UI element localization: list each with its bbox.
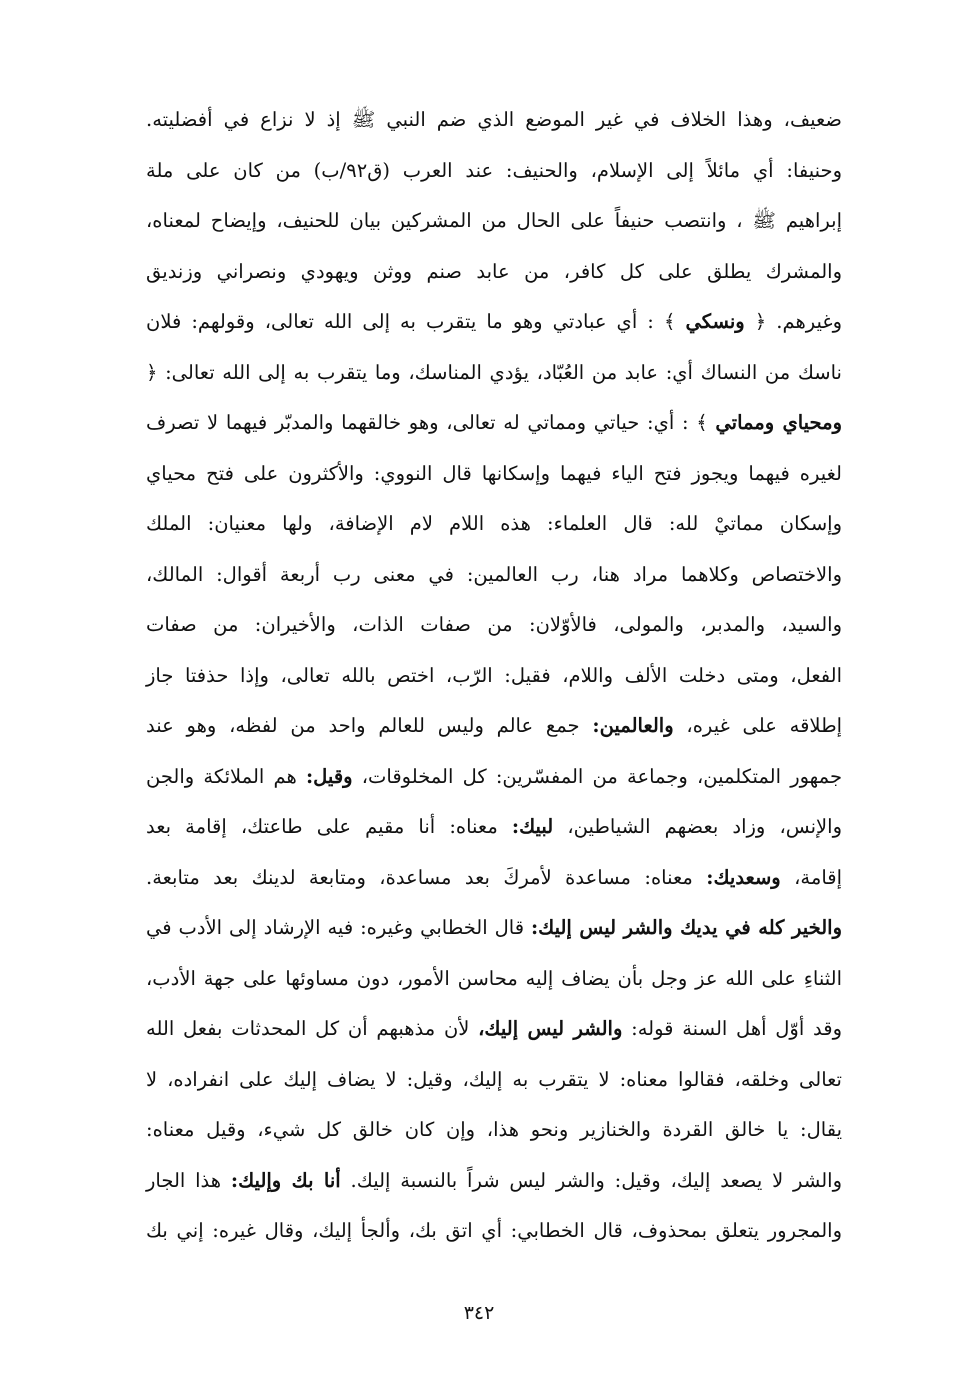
text-line bbox=[146, 757, 842, 808]
text-segment: وقد أوّل أهل السنة قوله: bbox=[622, 1017, 842, 1040]
text-segment: وحنيفا: أي مائلاً إلى الإسلام، والحنيف: عند العرب (ق٩٢/ب) من كان على ملة bbox=[146, 158, 842, 182]
text-segment: جمع عالم وليس للعالم واحد من لفظه، وهو عند bbox=[146, 714, 593, 737]
text-segment: إبراهيم ﷺ ، وانتصب حنيفاً على الحال من المشركين بيان للحنيف، وإيضاح لمعناه، bbox=[146, 209, 842, 232]
bold-term: لبيك: bbox=[511, 815, 554, 838]
text-line bbox=[146, 656, 842, 707]
text-segment: لأن مذهبهم أن كل المحدثات بفعل الله bbox=[146, 1017, 479, 1040]
text-segment: إطلاقه على غيره، bbox=[673, 714, 843, 737]
text-line bbox=[146, 1060, 842, 1111]
text-line bbox=[146, 504, 842, 555]
text-line bbox=[146, 302, 842, 353]
text-segment: والمشرك يطلق على كل كافر، من عابد صنم ووثن ويهودي ونصراني وزنديق bbox=[146, 259, 842, 283]
text-segment: ﴾ : أي: حياتي ومماتي له تعالى، وهو خالقهما والمدبّر فيهما لا تصرف bbox=[146, 411, 716, 434]
text-segment: هم الملائكة والجن bbox=[146, 764, 306, 788]
text-line bbox=[146, 1110, 842, 1161]
text-line bbox=[146, 353, 842, 404]
text-line bbox=[146, 706, 842, 757]
text-segment: وإسكان مماتيْ لله: قال العلماء: هذه اللام لام الإضافة، ولها معنيان: الملك bbox=[146, 512, 842, 535]
text-segment: والاختصاص وكلاهما مراد هنا، رب العالمين: في معنى رب أربعة أقوال: المالك، bbox=[146, 562, 842, 586]
text-segment: يقال: يا خالق القردة والخنازير ونحو هذا، وإن كان خالق كل شيء، وقيل معناه: bbox=[146, 1118, 842, 1141]
text-line bbox=[146, 1161, 842, 1212]
text-line bbox=[146, 1211, 842, 1262]
text-segment: قال الخطابي وغيره: فيه الإرشاد إلى الأدب في bbox=[146, 916, 531, 939]
bold-term: وقيل: bbox=[305, 764, 353, 788]
text-line bbox=[146, 454, 842, 505]
text-line bbox=[146, 807, 842, 858]
text-segment: جمهور المتكلمين، وجماعة من المفسّرين: كل المخلوقات، bbox=[352, 764, 843, 788]
bold-term: ونسكي bbox=[685, 310, 745, 333]
text-line bbox=[146, 201, 842, 252]
text-segment: والسيد، والمدبر، والمولى، فالأوّلان: من صفات الذات، والأخيران: من صفات bbox=[146, 613, 842, 636]
text-line bbox=[146, 151, 842, 202]
text-segment: والشر لا يصعد إليك، وقيل: والشر ليس شراً بالنسبة إليك. bbox=[340, 1168, 842, 1192]
text-line bbox=[146, 403, 842, 454]
bold-term: ومحياي ومماتي bbox=[715, 411, 842, 434]
text-segment: الثناءِ على الله عز وجل بأن يضاف إليه محاسن الأمور، دون مساوئها على جهة الأدب، bbox=[146, 966, 842, 990]
text-line bbox=[146, 252, 842, 303]
text-segment: والمجرور يتعلق بمحذوف، قال الخطابي: أي اتق بك، وألجأ إليك، وقال غيره: إني بك bbox=[146, 1219, 842, 1242]
text-segment: الفعل، ومتى دخلت الألف واللام، فقيل: الرّب، اختص بالله تعالى، وإذا حذفتا جاز bbox=[146, 663, 842, 687]
text-segment: معناه: مساعدة لأمركَ بعد مساعدة، ومتابعة لدينك بعد متابعة. bbox=[146, 865, 707, 889]
text-line bbox=[146, 555, 842, 606]
text-segment: والإنس، وزاد بعضهم الشياطين، bbox=[553, 815, 842, 838]
text-segment: ناسك من النساك أي: عابد من العُبّاد، يؤدي المناسك، وما يتقرب به إلى الله تعالى: ﴿ bbox=[146, 360, 842, 384]
bold-term: أنا بك وإليك: bbox=[230, 1168, 341, 1192]
text-segment: ضعيف، وهذا الخلاف في غير الموضع الذي ضم النبي ﷺ إذ لا نزاع في أفضليته. bbox=[146, 108, 842, 131]
text-line bbox=[146, 908, 842, 959]
bold-term: والخير كله في يديك والشر ليس إليك: bbox=[530, 916, 842, 939]
text-segment: ﴾ : أي عبادتي وهو ما يتقرب به إلى الله تعالى، وقولهم: فلان bbox=[146, 310, 686, 333]
page-number: ٣٤٢ bbox=[463, 1302, 495, 1324]
bold-term: والشر ليس إليك، bbox=[478, 1017, 623, 1040]
text-segment: وغيرهم. ﴿ bbox=[744, 310, 842, 333]
page-body bbox=[146, 100, 842, 1262]
bold-term: والعالمين: bbox=[592, 714, 674, 737]
text-segment: تعالى وخلقه، فقالوا معناه: لا يتقرب به إليك، وقيل: لا يضاف إليك على انفراده، لا bbox=[146, 1067, 842, 1091]
text-segment: لغيره فيهما ويجوز فتح الياء فيهما وإسكانها قال النووي: والأكثرون على فتح محياي bbox=[146, 461, 842, 485]
text-line bbox=[146, 100, 842, 151]
text-segment: هذا الجار bbox=[146, 1168, 231, 1192]
text-line bbox=[146, 1009, 842, 1060]
text-line bbox=[146, 858, 842, 909]
text-segment: إقامة، bbox=[780, 865, 843, 889]
text-line bbox=[146, 605, 842, 656]
bold-term: وسعديك: bbox=[706, 865, 781, 889]
text-segment: معناه: أنا مقيم على طاعتك، إقامة بعد bbox=[146, 815, 512, 838]
text-line bbox=[146, 959, 842, 1010]
